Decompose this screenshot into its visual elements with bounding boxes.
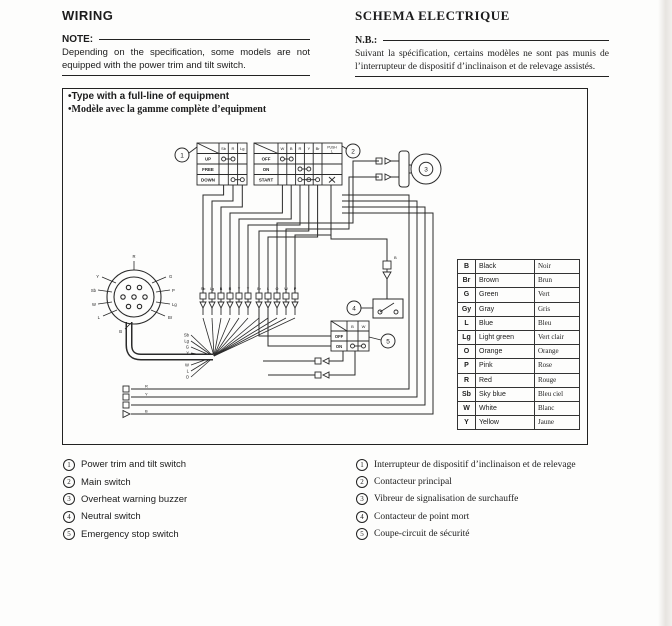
note-end-rule (355, 76, 609, 77)
svg-text:Y: Y (246, 287, 250, 291)
page-title-en: WIRING (62, 8, 114, 23)
legend-text: Contacteur principal (374, 477, 452, 488)
table-row: R Red Rouge (458, 373, 580, 387)
svg-text:O: O (185, 374, 189, 380)
svg-text:R: R (145, 383, 148, 389)
list-item: 2 Main switch (63, 473, 343, 490)
svg-text:OFF: OFF (334, 334, 344, 339)
svg-text:4: 4 (352, 305, 356, 313)
list-item: 1 Power trim and tilt switch (63, 456, 343, 473)
svg-text:Lg: Lg (184, 338, 189, 344)
table-row: L Blue Bleu (458, 316, 580, 330)
legend-text: Overheat warning buzzer (81, 493, 188, 505)
callout-1 (175, 147, 197, 162)
svg-text:Br: Br (315, 146, 320, 151)
svg-text:Y: Y (237, 287, 241, 291)
note-rule (99, 39, 310, 40)
note-block-fr (355, 35, 609, 77)
color-code-table (457, 259, 580, 430)
svg-text:Br: Br (184, 356, 189, 362)
svg-text:Br: Br (257, 287, 261, 291)
harness-label-row (201, 287, 297, 291)
svg-text:L: L (186, 368, 189, 374)
neutral-switch (373, 261, 403, 318)
svg-text:R: R (298, 146, 302, 151)
svg-text:B: B (289, 146, 293, 151)
table-row: G Green Vert (458, 288, 580, 302)
legend-english (63, 456, 343, 543)
svg-text:PUSH: PUSH (327, 145, 337, 150)
svg-text:Sb: Sb (221, 146, 227, 151)
legend-text: Coupe-circuit de sécurité (374, 529, 470, 540)
svg-text:R: R (228, 287, 232, 291)
page-title-fr: SCHEMA ELECTRIQUE (355, 8, 510, 23)
svg-text:Y: Y (145, 391, 148, 397)
svg-text:Lg: Lg (172, 302, 177, 307)
svg-text:W: W (92, 302, 96, 307)
callout-3 (419, 162, 433, 176)
svg-text:Y: Y (186, 350, 189, 356)
svg-text:G: G (185, 344, 189, 350)
legend-text: Main switch (81, 476, 131, 488)
svg-text:R: R (231, 146, 235, 151)
svg-text:1: 1 (180, 152, 184, 160)
stop-switch (315, 321, 369, 378)
svg-text:3: 3 (424, 166, 428, 174)
list-item: 1 Interrupteur de dispositif d’inclinaison et de relevage (356, 456, 656, 473)
svg-text:2: 2 (351, 148, 355, 156)
diagram-title-en: •Type with a full-line of equipment (68, 91, 230, 102)
legend-text: Vibreur de signalisation de surchauffe (374, 494, 519, 505)
note-end-rule (62, 75, 310, 76)
note-block-en (62, 34, 310, 76)
scan-edge-shadow (658, 0, 672, 626)
table-row: Lg Light green Vert clair (458, 330, 580, 344)
legend-text: Neutral switch (81, 511, 141, 523)
list-item: 3 Vibreur de signalisation de surchauffe (356, 491, 656, 508)
svg-text:Sb: Sb (200, 287, 206, 291)
svg-text:Sb: Sb (90, 288, 96, 293)
svg-text:ON: ON (335, 344, 343, 349)
svg-text:FREE: FREE (202, 167, 214, 172)
svg-text:O: O (275, 287, 279, 291)
svg-text:Lg: Lg (240, 146, 245, 151)
svg-text:Y: Y (96, 274, 99, 279)
callout-5 (369, 334, 395, 348)
header-french (355, 8, 609, 77)
table-row: W White Blanc (458, 401, 580, 415)
list-item: 2 Contacteur principal (356, 473, 656, 490)
svg-text:DOWN: DOWN (201, 177, 215, 183)
wiring-diagram-frame (62, 88, 588, 445)
list-item: 3 Overheat warning buzzer (63, 491, 343, 508)
svg-text:L: L (331, 149, 333, 154)
table-row: Gy Gray Gris (458, 302, 580, 316)
neutral-wire-label: B (394, 255, 397, 260)
svg-text:Y: Y (307, 146, 311, 151)
svg-text:W: W (361, 324, 366, 329)
left-lead-connectors (123, 386, 130, 418)
svg-text:P: P (172, 288, 175, 293)
svg-text:B: B (219, 287, 223, 291)
svg-text:P: P (293, 287, 297, 291)
svg-text:UP: UP (204, 156, 212, 162)
svg-text:W: W (284, 287, 288, 291)
magneto-connector (98, 261, 173, 329)
buzzer (376, 151, 441, 187)
table-row: Br Brown Brun (458, 274, 580, 288)
svg-text:Br: Br (168, 315, 173, 320)
table-row: Y Yellow Jaune (458, 416, 580, 430)
svg-text:R: R (132, 254, 136, 259)
list-item: 5 Emergency stop switch (63, 526, 343, 543)
list-item: 5 Coupe-circuit de sécurité (356, 526, 656, 543)
svg-text:OFF: OFF (261, 156, 271, 162)
list-item: 4 Neutral switch (63, 508, 343, 525)
legend-french (356, 456, 656, 543)
table-row: B Black Noir (458, 260, 580, 274)
svg-text:START: START (258, 177, 274, 183)
legend-text: Emergency stop switch (81, 528, 179, 540)
svg-text:5: 5 (386, 338, 390, 346)
main-cable (129, 322, 213, 357)
note-rule (383, 40, 609, 41)
table-row: O Orange Orange (458, 345, 580, 359)
svg-text:B: B (119, 329, 122, 334)
svg-text:W: W (280, 146, 285, 151)
svg-text:G: G (169, 274, 173, 279)
svg-text:ON: ON (262, 167, 270, 172)
diagram-title-fr: •Modèle avec la gamme complète d’equipment (68, 103, 267, 115)
svg-text:L: L (266, 287, 270, 291)
svg-text:B: B (351, 324, 354, 329)
note-label-en: NOTE: (62, 34, 94, 45)
callout-4 (347, 301, 373, 315)
svg-text:L: L (97, 315, 100, 320)
main-cable-core (129, 322, 213, 357)
note-text-fr: Suivant la spécification, certains modèles ne sont pas munis de l’interrupteur de dispositif d’inclinaison et de relevage assistés. (355, 49, 609, 72)
svg-text:Sb: Sb (183, 332, 189, 338)
harness-fanout (191, 318, 295, 377)
table-row: P Pink Rose (458, 359, 580, 373)
left-lead-labels (145, 384, 148, 414)
note-label-fr: N.B.: (355, 35, 378, 46)
legend-text: Power trim and tilt switch (81, 459, 187, 471)
svg-text:Lg: Lg (209, 287, 215, 291)
legend-text: Interrupteur de dispositif d’inclinaison et de relevage (374, 459, 576, 470)
list-item: 4 Contacteur de point mort (356, 508, 656, 525)
svg-text:B: B (145, 408, 148, 414)
table-row: Sb Sky blue Bleu ciel (458, 387, 580, 401)
wire-mesh (131, 161, 433, 414)
bullet-connectors-row (200, 293, 298, 315)
header-english (62, 8, 310, 76)
note-text-en: Depending on the specification, some models are not equipped with the power trim and tilt switch. (62, 47, 310, 71)
legend-text: Contacteur de point mort (374, 511, 470, 522)
callout-2 (342, 144, 360, 158)
svg-text:W: W (185, 362, 189, 368)
